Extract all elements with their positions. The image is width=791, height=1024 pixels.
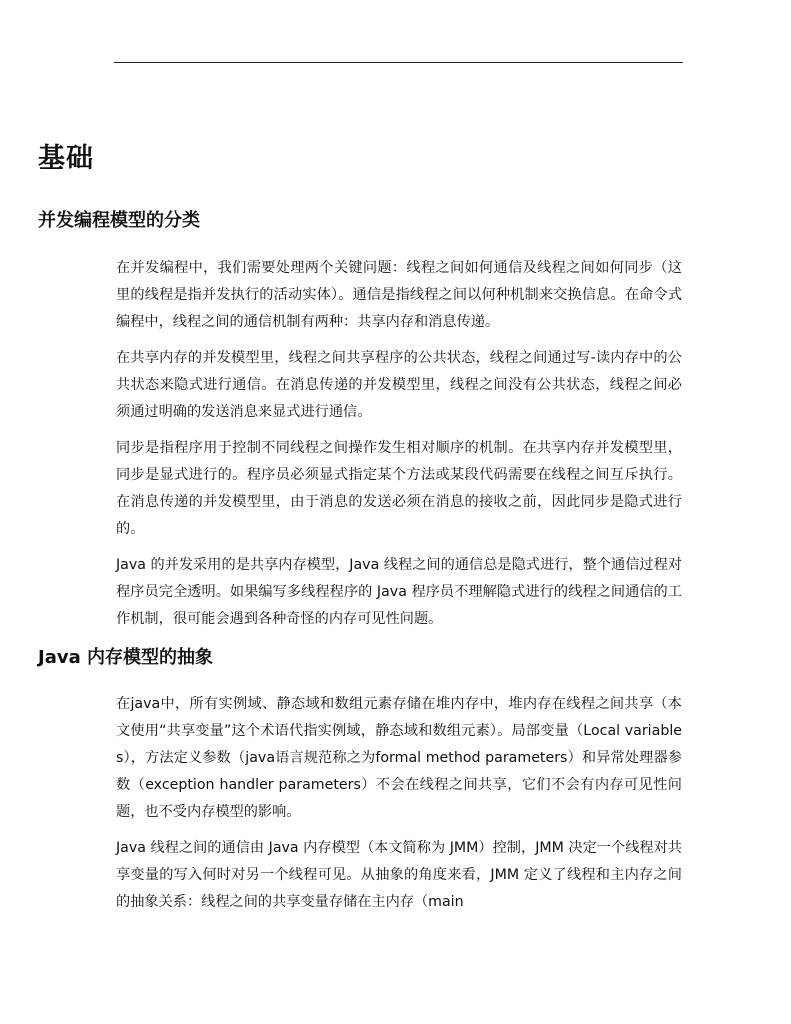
section-title-java-memory-model: Java 内存模型的抽象 (38, 647, 213, 668)
paragraph: 在共享内存的并发模型里，线程之间共享程序的公共状态，线程之间通过写-读内存中的公共状态来隐式进行通信。在消息传递的并发模型里，线程之间没有公共状态，线程之间必须通过明确的发送消息来显式进行通信。 (116, 350, 682, 420)
header-rule (114, 62, 683, 63)
section-body-concurrency-models (116, 255, 682, 642)
paragraph: Java 线程之间的通信由 Java 内存模型（本文简称为 JMM）控制，JMM 决定一个线程对共享变量的写入何时对另一个线程可见。从抽象的角度来看，JMM 定义了线程和主内存之间的抽象关系：线程之间的共享变量存储在主内存（main (116, 840, 682, 910)
page-heading: 基础 (38, 143, 94, 174)
section-body-java-memory-model (116, 691, 682, 925)
section-title-concurrency-models: 并发编程模型的分类 (38, 210, 200, 231)
paragraph: 同步是指程序用于控制不同线程之间操作发生相对顺序的机制。在共享内存并发模型里，同步是显式进行的。程序员必须显式指定某个方法或某段代码需要在线程之间互斥执行。在消息传递的并发模型里，由于消息的发送必须在消息的接收之前，因此同步是隐式进行的。 (116, 440, 682, 537)
paragraph: Java 的并发采用的是共享内存模型，Java 线程之间的通信总是隐式进行，整个通信过程对程序员完全透明。如果编写多线程程序的 Java 程序员不理解隐式进行的线程之间通信的工作机制，很可能会遇到各种奇怪的内存可见性问题。 (116, 557, 682, 627)
paragraph: 在并发编程中，我们需要处理两个关键问题：线程之间如何通信及线程之间如何同步（这里的线程是指并发执行的活动实体）。通信是指线程之间以何种机制来交换信息。在命令式编程中，线程之间的通信机制有两种：共享内存和消息传递。 (116, 260, 682, 330)
paragraph: 在java中，所有实例域、静态域和数组元素存储在堆内存中，堆内存在线程之间共享（本文使用“共享变量”这个术语代指实例域，静态域和数组元素）。局部变量（Local variables），方法定义参数（java语言规范称之为formal method parameters）和异常处理器参数（exception handler parameters）不会在线程之间共享，它们不会有内存可见性问题，也不受内存模型的影响。 (116, 696, 682, 820)
